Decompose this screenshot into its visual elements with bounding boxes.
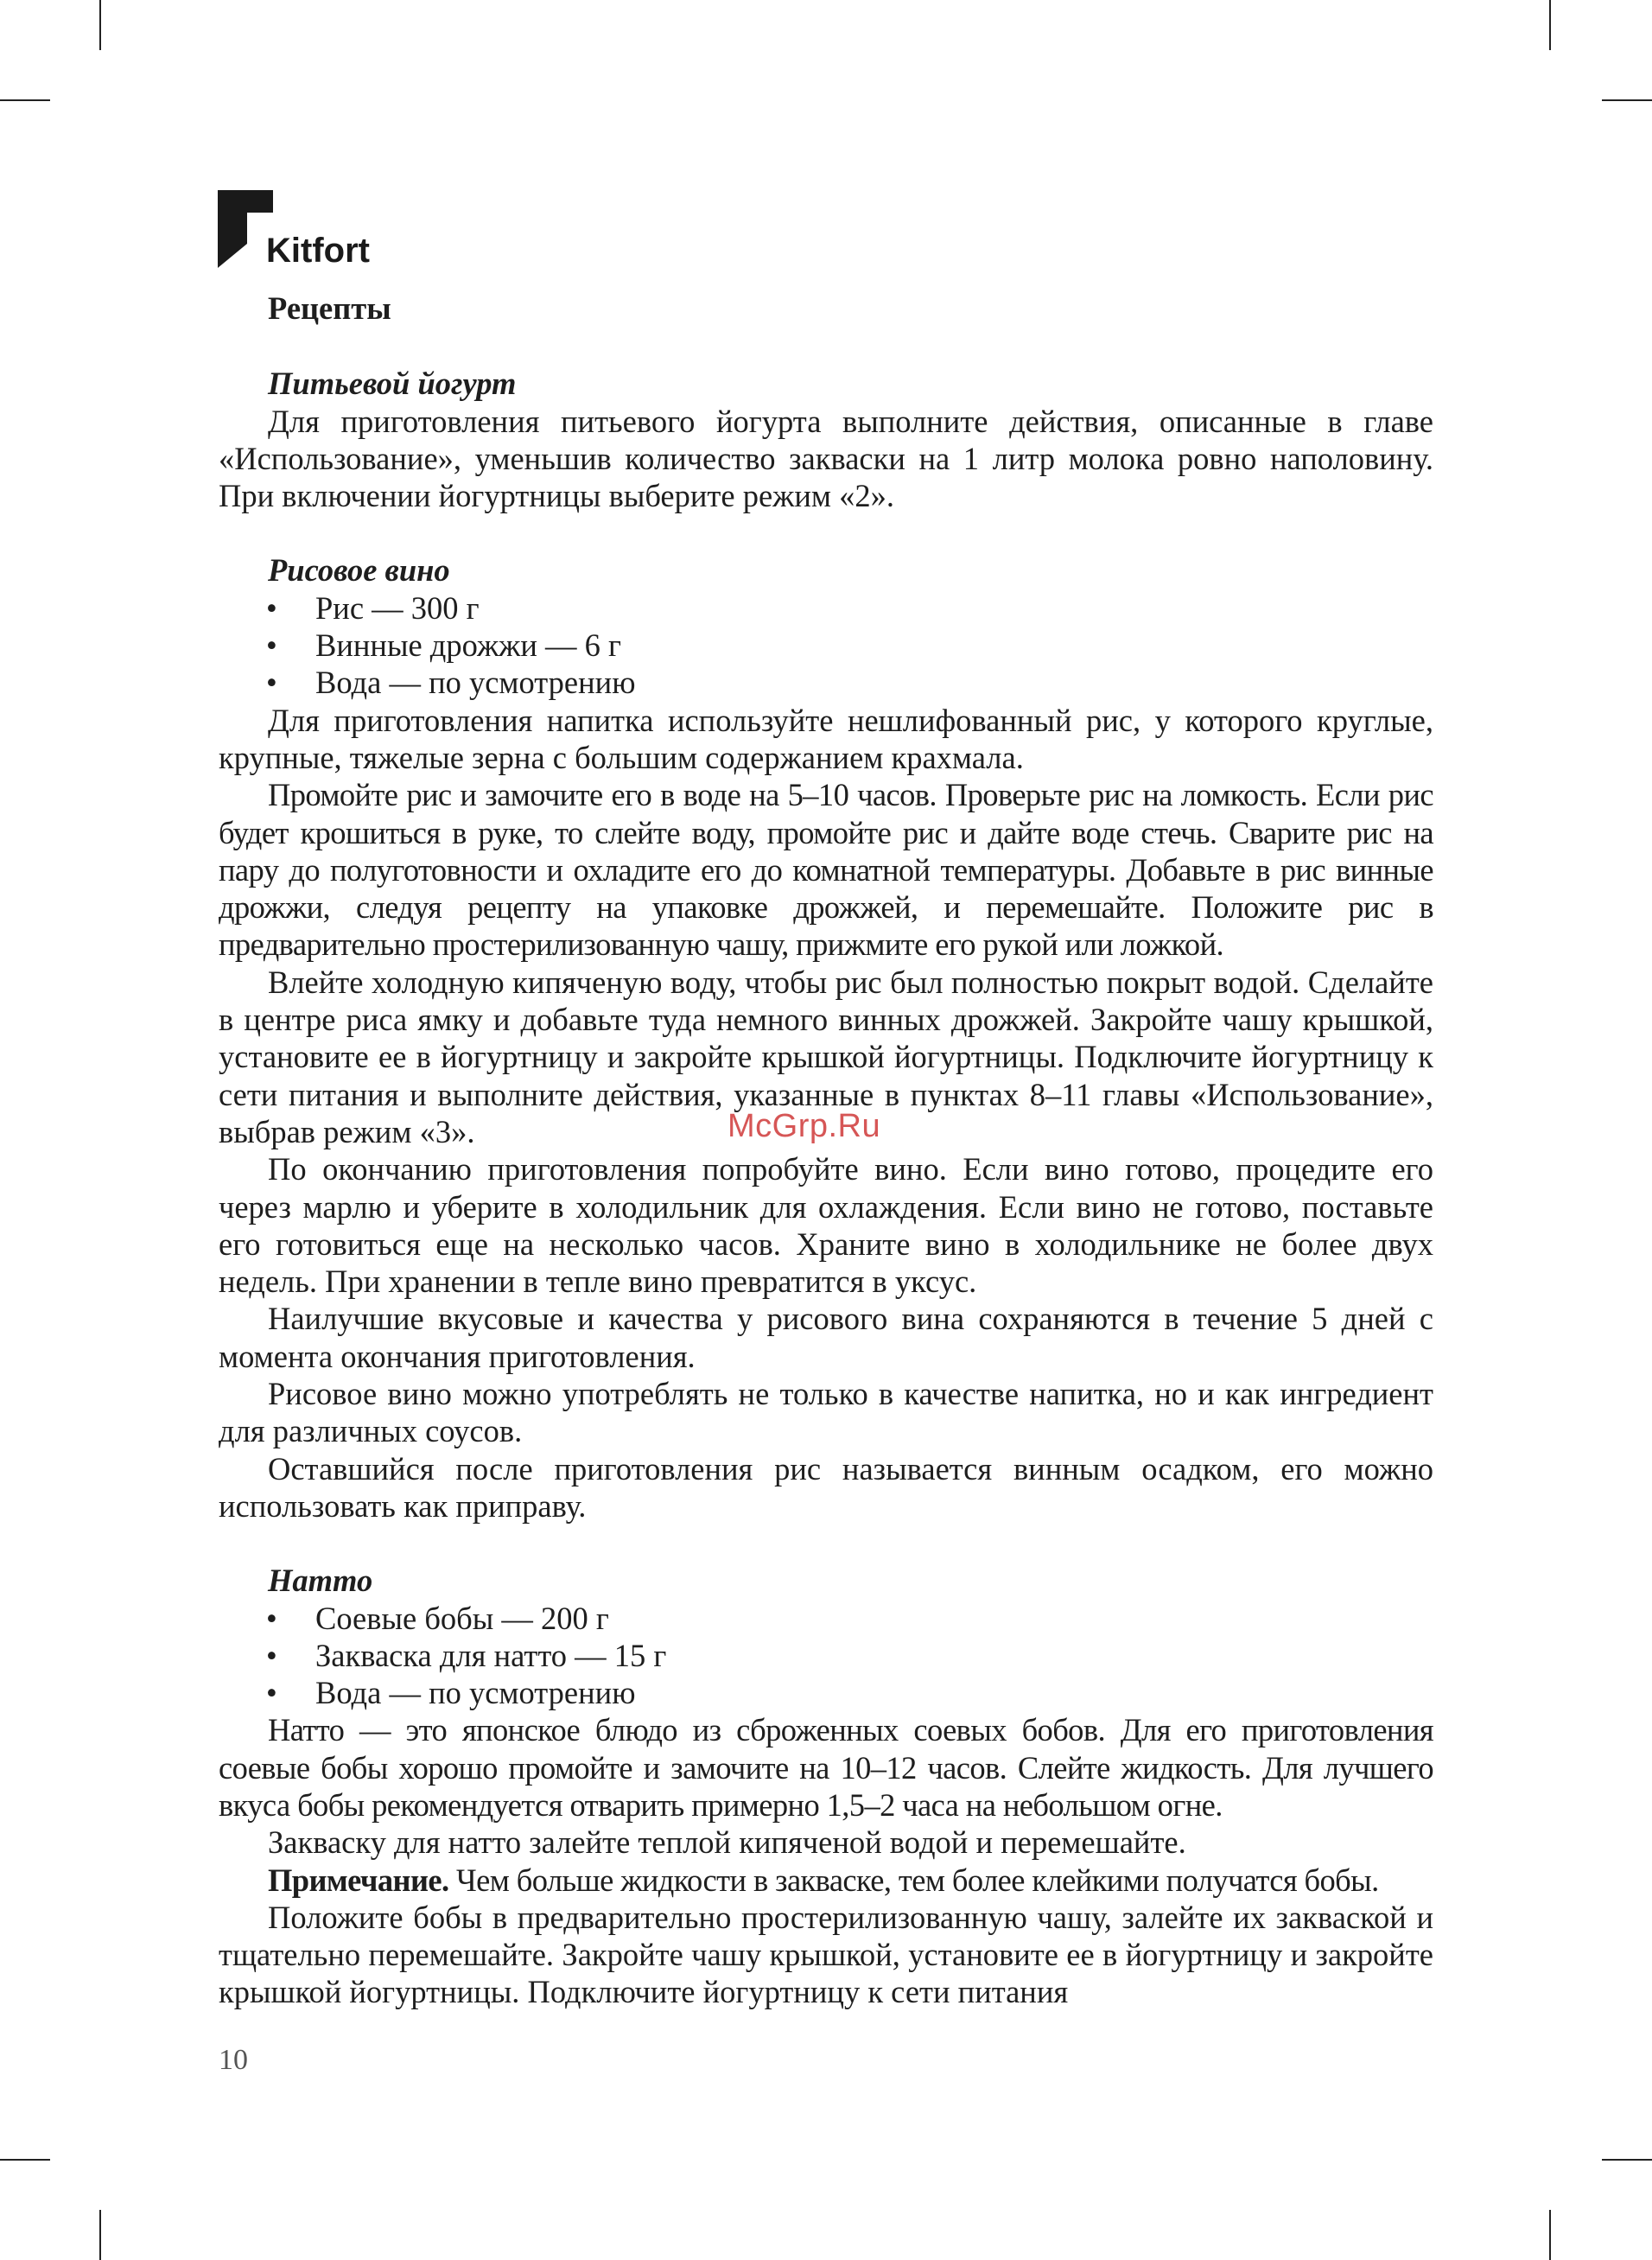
paragraph: Положите бобы в предварительно простерилизованную чашу, залейте их закваской и тщательно перемешайте. Закройте чашу крышкой, установите ее в йогуртницу и закройте крышкой йогуртницы. Подключите йогуртницу к сети питания — [219, 1899, 1433, 2010]
section-title-yogurt: Питьевой йогурт — [268, 366, 517, 402]
note-paragraph — [219, 1862, 1433, 1899]
crop-mark — [0, 2159, 50, 2161]
crop-mark — [1602, 99, 1652, 101]
paragraph: Промойте рис и замочите его в воде на 5–10 часов. Проверьте рис на ломкость. Если рис будет крошиться в руке, то слейте воду, промойте рис и дайте воде стечь. Сварите рис на пару до полуготовности и охладите его до комнатной температуры. Добавьте в рис винные дрожжи, следуя рецепту на упаковке дрожжей, и перемешайте. Положите рис в предварительно простерилизованную чашу, прижмите его рукой или ложкой. — [219, 777, 1433, 963]
list-item: • Вода — по усмотрению — [266, 1675, 636, 1711]
page-title: Рецепты — [268, 290, 391, 326]
paragraph: Для приготовления напитка используйте нешлифованный рис, у которого круглые, крупные, тяжелые зерна с большим содержанием крахмала. — [219, 702, 1433, 775]
crop-mark — [1549, 2210, 1551, 2260]
paragraph: По окончанию приготовления попробуйте вино. Если вино готово, процедите его через марлю и уберите в холодильник для охлаждения. Если вино не готово, поставьте его готовиться еще на несколько часов. Храните вино в холодильнике не более двух недель. При хранении в тепле вино превратится в уксус. — [219, 1151, 1433, 1300]
crop-mark — [1602, 2159, 1652, 2161]
section-title-natto: Натто — [268, 1563, 373, 1599]
list-item: • Вода — по усмотрению — [266, 665, 636, 701]
ingredient-list — [219, 589, 1433, 702]
paragraph: Наилучшие вкусовые и качества у рисового вина сохраняются в течение 5 дней с момента окончания приготовления. — [219, 1301, 1433, 1374]
crop-mark — [1549, 0, 1551, 50]
section-title-rice-wine: Рисовое вино — [268, 552, 450, 589]
page-number: 10 — [219, 2044, 248, 2076]
paragraph: Закваску для натто залейте теплой кипяченой водой и перемешайте. — [268, 1824, 1186, 1861]
paragraph: Влейте холодную кипяченую воду, чтобы рис был полностью покрыт водой. Сделайте в центре риса ямку и добавьте туда немного винных дрожжей. Закройте чашу крышкой, установите ее в йогуртницу и закройте крышкой йогуртницы. Подключите йогуртницу к сети питания и выполните действия, указанные в пунктах 8–11 главы «Использование», выбрав режим «3». — [219, 964, 1433, 1149]
paragraph: Рисовое вино можно употреблять не только в качестве напитка, но и как ингредиент для различных соусов. — [219, 1376, 1433, 1449]
crop-mark — [99, 2210, 101, 2260]
paragraph: Оставшийся после приготовления рис называется винным осадком, его можно использовать как приправу. — [219, 1450, 1433, 1524]
document-body — [219, 290, 1433, 2011]
list-item: • Закваска для натто — 15 г — [266, 1637, 667, 1673]
watermark: McGrp.Ru — [728, 1108, 881, 1144]
crop-mark — [0, 99, 50, 101]
ingredient-list — [219, 1600, 1433, 1712]
list-item: • Соевые бобы — 200 г — [266, 1600, 609, 1636]
crop-mark — [99, 0, 101, 50]
list-item: • Рис — 300 г — [266, 589, 480, 626]
paragraph: Натто — это японское блюдо из сброженных соевых бобов. Для его приготовления соевые бобы хорошо промойте и замочите на 10–12 часов. Слейте жидкость. Для лучшего вкуса бобы рекомендуется отварить примерно 1,5–2 часа на небольшом огне. — [219, 1712, 1433, 1823]
list-item: • Винные дрожжи — 6 г — [266, 627, 622, 664]
note-text: Чем больше жидкости в закваске, тем более клейкими получатся бобы. — [448, 1862, 1379, 1898]
paragraph: Для приготовления питьевого йогурта выполните действия, описанные в главе «Использование», уменьшив количество закваски на 1 литр молока ровно наполовину. При включении йогуртницы выберите режим «2». — [219, 403, 1433, 514]
kitfort-logo-icon — [218, 190, 273, 268]
note-label: Примечание. — [268, 1862, 449, 1898]
brand-name: Kitfort — [266, 232, 370, 270]
